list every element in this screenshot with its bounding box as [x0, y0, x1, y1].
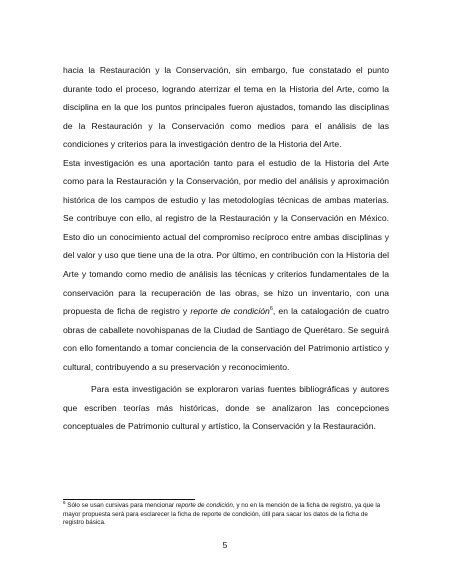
footnote-text-a: Sólo se usan cursivas para mencionar: [65, 502, 176, 509]
paragraph-2-text-a: Esta investigación es una aportación tanto para el estudio de la Historia del Arte como para la Restauración y la Conservación, por medio del análisis y aproximación histórica de los campos de estudio y las metodologías técnicas de ambas materias. Se contribuye con ello, al registro de la Restauración y la Conservación en México. Esto dio un conocimiento actual del compromiso recíproco entre ambas disciplinas y del valor y uso que tiene una de la otra. Por último, en contribución con la Historia del Arte y tomando como medio de análisis las técnicas y criterios fundamentales de la conservación para la recuperación de las obras, se hizo un inventario, con una propuesta de ficha de registro y: [63, 157, 389, 317]
paragraph-2: [63, 154, 389, 377]
footnote: [63, 499, 389, 528]
footnote-separator: [63, 499, 195, 500]
footnote-reference: 6: [269, 306, 273, 313]
footnote-italic-term: reporte de condición: [175, 502, 233, 509]
paragraph-3: Para esta investigación se exploraron varias fuentes bibliográficas y autores que escriben teorías más históricas, donde se analizaron las concepciones conceptuales de Patrimonio cultural y artístico, la Conservación y la Restauración.: [63, 384, 389, 432]
body-text: [63, 61, 389, 436]
italic-term-reporte-de-condicion: reporte de condición: [190, 306, 270, 317]
page-number: 5: [222, 540, 228, 550]
footnote-number: 6: [63, 499, 66, 505]
paragraph-2-text-b: , en la catalogación de cuatro obras de caballete novohispanas de la Ciudad de Santiago de Querétaro. Se seguirá con ello fomentando a tomar conciencia de la conservación del Patrimonio artístico y cultural, contribuyendo a su preservación y reconocimiento.: [63, 306, 389, 372]
paragraph-1: hacia la Restauración y la Conservación, sin embargo, fue constatado el punto durante todo el proceso, logrando aterrizar el tema en la Historia del Arte, como la disciplina en la que los puntos principales fueron ajustados, tomando las disciplinas de la Restauración y la Conservación como medios para el análisis de las condiciones y criterios para la investigación dentro de la Historia del Arte.: [63, 65, 389, 150]
footnote-text-b: , y no en la mención de la ficha de registro, ya que la mayor propuesta será para esclarecer la ficha de reporte de condición, útil para sacar los datos de la ficha de registro básica.: [63, 502, 381, 527]
